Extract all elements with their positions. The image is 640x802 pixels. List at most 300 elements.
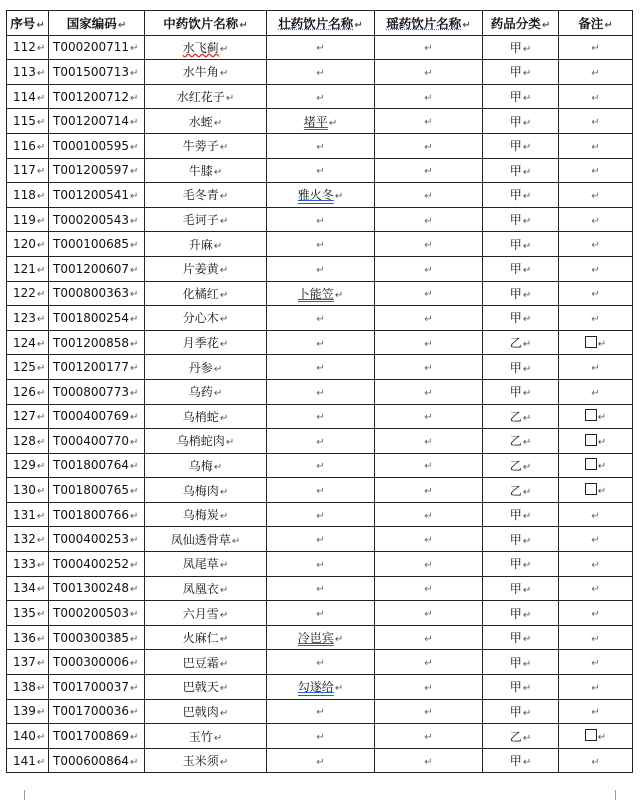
cell-end-mark: ↵	[36, 67, 46, 79]
row-zhuang-name	[267, 502, 375, 527]
row-category-text: 甲	[509, 286, 522, 301]
row-no	[7, 330, 49, 355]
row-code	[49, 256, 145, 281]
cell-end-mark: ↵	[424, 289, 433, 301]
row-zhuang-name-text: 冷岜宾	[297, 631, 334, 646]
row-no-text: 121	[13, 261, 36, 276]
cell-end-mark: ↵	[36, 117, 46, 129]
row-yao-name	[375, 453, 483, 478]
header-code: 国家编码↵	[49, 11, 145, 36]
cell-end-mark: ↵	[522, 732, 532, 744]
row-category-text: 乙	[509, 483, 522, 498]
row-no	[7, 699, 49, 724]
cell-end-mark: ↵	[130, 313, 139, 325]
row-no-text: 115	[13, 114, 36, 129]
cell-end-mark: ↵	[591, 609, 600, 621]
row-name-text: 乌梅肉	[182, 483, 219, 498]
row-name	[145, 675, 267, 700]
row-name-text: 凤凰衣	[182, 581, 219, 596]
table-row	[7, 35, 633, 60]
cell-end-mark: ↵	[36, 289, 46, 301]
cell-end-mark: ↵	[36, 682, 46, 694]
row-no-text: 113	[13, 64, 36, 79]
header-category: 药品分类↵	[483, 11, 559, 36]
cell-end-mark: ↵	[591, 166, 600, 178]
table-row	[7, 601, 633, 626]
row-yao-name	[375, 84, 483, 109]
cell-end-mark: ↵	[424, 338, 433, 350]
row-yao-name	[375, 650, 483, 675]
row-name	[145, 256, 267, 281]
cell-end-mark: ↵	[424, 584, 433, 596]
cell-end-mark: ↵	[130, 658, 139, 670]
cell-end-mark: ↵	[130, 387, 139, 399]
cell-end-mark: ↵	[591, 363, 600, 375]
row-name-text: 凤仙透骨草	[170, 532, 231, 547]
cell-end-mark: ↵	[219, 486, 229, 498]
row-name	[145, 453, 267, 478]
row-yao-name	[375, 527, 483, 552]
table-row	[7, 650, 633, 675]
row-note	[559, 502, 633, 527]
row-name-text: 乌梢蛇	[182, 409, 219, 424]
row-category	[483, 478, 559, 503]
row-name-text: 分心木	[182, 311, 219, 326]
row-category	[483, 748, 559, 773]
row-code-text: T000400252	[53, 556, 130, 571]
row-code-text: T001200858	[53, 335, 130, 350]
row-no	[7, 625, 49, 650]
row-name-text: 玉竹	[188, 729, 213, 744]
row-code-text: T001500713	[53, 64, 130, 79]
row-yao-name	[375, 158, 483, 183]
row-category-text: 甲	[509, 40, 522, 55]
row-name	[145, 429, 267, 454]
cell-end-mark: ↵	[316, 240, 325, 252]
row-yao-name	[375, 281, 483, 306]
row-code	[49, 158, 145, 183]
row-category	[483, 35, 559, 60]
cell-end-mark: ↵	[316, 609, 325, 621]
row-code-text: T000300385	[53, 630, 130, 645]
cell-end-mark: ↵	[219, 658, 229, 670]
cell-end-mark: ↵	[424, 313, 433, 325]
cell-end-mark: ↵	[36, 510, 46, 522]
row-code-text: T001200712	[53, 89, 130, 104]
cell-end-mark: ↵	[130, 166, 139, 178]
row-no-text: 130	[13, 483, 36, 498]
cell-end-mark: ↵	[130, 510, 139, 522]
row-category-text: 甲	[509, 680, 522, 695]
cell-end-mark: ↵	[522, 757, 532, 769]
row-name	[145, 478, 267, 503]
row-note	[559, 379, 633, 404]
row-zhuang-name	[267, 699, 375, 724]
row-no	[7, 232, 49, 257]
cell-end-mark: ↵	[130, 486, 139, 498]
row-name-text: 水蛭	[188, 114, 213, 129]
checkbox-square-icon	[585, 409, 597, 421]
row-no-text: 139	[13, 704, 36, 719]
document-page	[6, 10, 632, 773]
row-code	[49, 232, 145, 257]
cell-end-mark: ↵	[522, 43, 532, 55]
row-name-text: 火麻仁	[182, 631, 219, 646]
cell-end-mark: ↵	[334, 634, 344, 646]
row-category	[483, 502, 559, 527]
row-zhuang-name	[267, 355, 375, 380]
row-zhuang-name	[267, 207, 375, 232]
row-name	[145, 748, 267, 773]
row-yao-name	[375, 232, 483, 257]
row-note	[559, 552, 633, 577]
row-yao-name	[375, 625, 483, 650]
cell-end-mark: ↵	[591, 313, 600, 325]
cell-end-mark: ↵	[225, 437, 235, 449]
cell-end-mark: ↵	[130, 436, 139, 448]
row-no-text: 140	[13, 729, 36, 744]
row-category-text: 甲	[509, 655, 522, 670]
row-category	[483, 84, 559, 109]
cell-end-mark: ↵	[219, 43, 229, 55]
row-code-text: T001800765	[53, 483, 130, 498]
row-code	[49, 699, 145, 724]
cell-end-mark: ↵	[219, 511, 229, 523]
row-no-text: 127	[13, 409, 36, 424]
row-code-text: T000400253	[53, 532, 130, 547]
cell-end-mark: ↵	[219, 584, 229, 596]
row-code-text: T000200711	[53, 40, 130, 55]
cell-end-mark: ↵	[36, 486, 46, 498]
row-no	[7, 453, 49, 478]
row-category-text: 甲	[509, 704, 522, 719]
cell-end-mark: ↵	[522, 634, 532, 646]
row-code	[49, 183, 145, 208]
row-yao-name	[375, 601, 483, 626]
row-no	[7, 109, 49, 134]
row-name-text: 水红花子	[176, 90, 225, 105]
row-no	[7, 552, 49, 577]
cell-end-mark: ↵	[591, 387, 600, 399]
row-note	[559, 207, 633, 232]
row-yao-name	[375, 379, 483, 404]
row-no-text: 120	[13, 237, 36, 252]
page-corner-mark-right	[615, 790, 626, 800]
cell-end-mark: ↵	[522, 166, 532, 178]
table-row	[7, 330, 633, 355]
row-name	[145, 576, 267, 601]
table-row	[7, 60, 633, 85]
row-name	[145, 306, 267, 331]
row-name-text: 水牛角	[182, 65, 219, 80]
row-zhuang-name	[267, 576, 375, 601]
row-no-text: 125	[13, 360, 36, 375]
row-category-text: 乙	[509, 336, 522, 351]
row-code	[49, 527, 145, 552]
cell-end-mark: ↵	[130, 609, 139, 621]
row-note	[559, 478, 633, 503]
cell-end-mark: ↵	[522, 289, 532, 301]
row-zhuang-name	[267, 306, 375, 331]
row-code	[49, 379, 145, 404]
cell-end-mark: ↵	[130, 535, 139, 547]
cell-end-mark: ↵	[424, 387, 433, 399]
checkbox-square-icon	[585, 483, 597, 495]
page-corner-mark-left	[14, 790, 25, 800]
row-category	[483, 133, 559, 158]
row-name-text: 化橘红	[182, 286, 219, 301]
row-no-text: 123	[13, 310, 36, 325]
table-row	[7, 576, 633, 601]
cell-end-mark: ↵	[130, 682, 139, 694]
cell-end-mark: ↵	[213, 117, 223, 129]
row-name-text: 六月雪	[182, 606, 219, 621]
row-name-text: 乌药	[188, 385, 213, 400]
cell-end-mark: ↵	[219, 68, 229, 80]
cell-end-mark: ↵	[36, 338, 46, 350]
row-no-text: 132	[13, 532, 36, 547]
cell-end-mark: ↵	[591, 67, 600, 79]
cell-end-mark: ↵	[36, 707, 46, 719]
row-no	[7, 502, 49, 527]
cell-end-mark: ↵	[522, 191, 532, 203]
drug-list-table	[6, 10, 633, 773]
cell-end-mark: ↵	[522, 486, 532, 498]
row-name	[145, 355, 267, 380]
cell-end-mark: ↵	[591, 289, 600, 301]
row-category-text: 乙	[509, 434, 522, 449]
cell-end-mark: ↵	[36, 215, 46, 227]
row-name-text: 丹参	[188, 360, 213, 375]
row-code	[49, 306, 145, 331]
cell-end-mark: ↵	[424, 732, 433, 744]
row-code	[49, 601, 145, 626]
row-code-text: T000100595	[53, 138, 130, 153]
row-note	[559, 748, 633, 773]
row-yao-name	[375, 576, 483, 601]
row-code	[49, 675, 145, 700]
row-zhuang-name	[267, 232, 375, 257]
row-category	[483, 281, 559, 306]
row-code-text: T000800773	[53, 384, 130, 399]
row-zhuang-name	[267, 625, 375, 650]
cell-end-mark: ↵	[424, 412, 433, 424]
cell-end-mark: ↵	[334, 191, 344, 203]
cell-end-mark: ↵	[36, 436, 46, 448]
row-name	[145, 724, 267, 749]
row-name	[145, 183, 267, 208]
row-category	[483, 232, 559, 257]
row-note	[559, 109, 633, 134]
cell-end-mark: ↵	[219, 289, 229, 301]
row-code-text: T000400769	[53, 409, 130, 424]
row-category-text: 甲	[509, 262, 522, 277]
row-name	[145, 625, 267, 650]
row-name	[145, 158, 267, 183]
cell-end-mark: ↵	[316, 559, 325, 571]
row-name-text: 巴豆霜	[182, 655, 219, 670]
cell-end-mark: ↵	[316, 436, 325, 448]
row-no	[7, 158, 49, 183]
row-category	[483, 355, 559, 380]
cell-end-mark: ↵	[424, 141, 433, 153]
row-yao-name	[375, 724, 483, 749]
cell-end-mark: ↵	[213, 363, 223, 375]
row-category-text: 甲	[509, 557, 522, 572]
cell-end-mark: ↵	[36, 756, 46, 768]
row-category	[483, 379, 559, 404]
cell-end-mark: ↵	[424, 707, 433, 719]
cell-end-mark: ↵	[213, 388, 223, 400]
cell-end-mark: ↵	[316, 658, 325, 670]
cell-end-mark: ↵	[424, 756, 433, 768]
cell-end-mark: ↵	[316, 166, 325, 178]
row-name-text: 巴戟肉	[182, 704, 219, 719]
checkbox-square-icon	[585, 336, 597, 348]
row-code-text: T001200607	[53, 261, 130, 276]
row-no	[7, 355, 49, 380]
row-code	[49, 552, 145, 577]
cell-end-mark: ↵	[316, 387, 325, 399]
table-row	[7, 699, 633, 724]
row-code	[49, 404, 145, 429]
row-no	[7, 650, 49, 675]
row-name	[145, 527, 267, 552]
cell-end-mark: ↵	[597, 486, 607, 498]
cell-end-mark: ↵	[130, 43, 139, 55]
row-zhuang-name	[267, 429, 375, 454]
cell-end-mark: ↵	[597, 338, 607, 350]
cell-end-mark: ↵	[522, 142, 532, 154]
row-code	[49, 355, 145, 380]
row-no-text: 131	[13, 507, 36, 522]
cell-end-mark: ↵	[316, 584, 325, 596]
row-name	[145, 650, 267, 675]
cell-end-mark: ↵	[591, 682, 600, 694]
row-yao-name	[375, 552, 483, 577]
row-code	[49, 330, 145, 355]
table-row	[7, 453, 633, 478]
row-no	[7, 576, 49, 601]
row-no	[7, 35, 49, 60]
cell-end-mark: ↵	[219, 339, 229, 351]
row-category-text: 乙	[509, 729, 522, 744]
row-zhuang-name-text: 雅火冬	[297, 188, 334, 203]
cell-end-mark: ↵	[522, 117, 532, 129]
row-yao-name	[375, 207, 483, 232]
row-no-text: 138	[13, 679, 36, 694]
row-code	[49, 748, 145, 773]
cell-end-mark: ↵	[130, 338, 139, 350]
cell-end-mark: ↵	[219, 314, 229, 326]
row-yao-name	[375, 183, 483, 208]
table-row	[7, 404, 633, 429]
table-row	[7, 429, 633, 454]
row-code-text: T001700869	[53, 729, 130, 744]
cell-end-mark: ↵	[219, 707, 229, 719]
cell-end-mark: ↵	[316, 756, 325, 768]
cell-end-mark: ↵	[424, 486, 433, 498]
row-no	[7, 256, 49, 281]
row-category	[483, 576, 559, 601]
row-code-text: T001200714	[53, 114, 130, 129]
row-category	[483, 724, 559, 749]
cell-end-mark: ↵	[130, 240, 139, 252]
cell-end-mark: ↵	[597, 412, 607, 424]
row-no-text: 135	[13, 606, 36, 621]
cell-end-mark: ↵	[522, 68, 532, 80]
cell-end-mark: ↵	[36, 190, 46, 202]
row-no	[7, 429, 49, 454]
row-zhuang-name	[267, 601, 375, 626]
cell-end-mark: ↵	[522, 93, 532, 105]
row-no	[7, 281, 49, 306]
row-code-text: T000600864	[53, 753, 130, 768]
cell-end-mark: ↵	[130, 363, 139, 375]
cell-end-mark: ↵	[219, 216, 229, 228]
row-name	[145, 109, 267, 134]
row-yao-name	[375, 429, 483, 454]
row-zhuang-name	[267, 256, 375, 281]
row-category	[483, 650, 559, 675]
row-name	[145, 35, 267, 60]
cell-end-mark: ↵	[36, 92, 46, 104]
row-yao-name	[375, 675, 483, 700]
row-no	[7, 601, 49, 626]
row-zhuang-name	[267, 183, 375, 208]
row-zhuang-name	[267, 453, 375, 478]
cell-end-mark: ↵	[424, 166, 433, 178]
cell-end-mark: ↵	[424, 682, 433, 694]
cell-end-mark: ↵	[597, 461, 607, 473]
row-note	[559, 133, 633, 158]
row-code	[49, 478, 145, 503]
row-zhuang-name	[267, 724, 375, 749]
cell-end-mark: ↵	[591, 584, 600, 596]
row-code	[49, 502, 145, 527]
cell-end-mark: ↵	[591, 658, 600, 670]
row-note	[559, 84, 633, 109]
row-name	[145, 404, 267, 429]
cell-end-mark: ↵	[522, 560, 532, 572]
row-category	[483, 330, 559, 355]
row-category	[483, 109, 559, 134]
row-no	[7, 84, 49, 109]
row-no	[7, 478, 49, 503]
row-yao-name	[375, 60, 483, 85]
cell-end-mark: ↵	[213, 166, 223, 178]
cell-end-mark: ↵	[591, 264, 600, 276]
row-name	[145, 502, 267, 527]
cell-end-mark: ↵	[36, 535, 46, 547]
row-code-text: T000800363	[53, 286, 130, 301]
cell-end-mark: ↵	[424, 559, 433, 571]
row-no	[7, 133, 49, 158]
cell-end-mark: ↵	[316, 707, 325, 719]
cell-end-mark: ↵	[591, 756, 600, 768]
row-name-text: 升麻	[188, 237, 213, 252]
row-category-text: 甲	[509, 139, 522, 154]
row-code-text: T001800764	[53, 458, 130, 473]
row-no	[7, 207, 49, 232]
row-code	[49, 650, 145, 675]
row-code-text: T001800766	[53, 507, 130, 522]
row-zhuang-name	[267, 158, 375, 183]
table-row	[7, 355, 633, 380]
cell-end-mark: ↵	[316, 92, 325, 104]
row-no-text: 141	[13, 753, 36, 768]
cell-end-mark: ↵	[424, 436, 433, 448]
